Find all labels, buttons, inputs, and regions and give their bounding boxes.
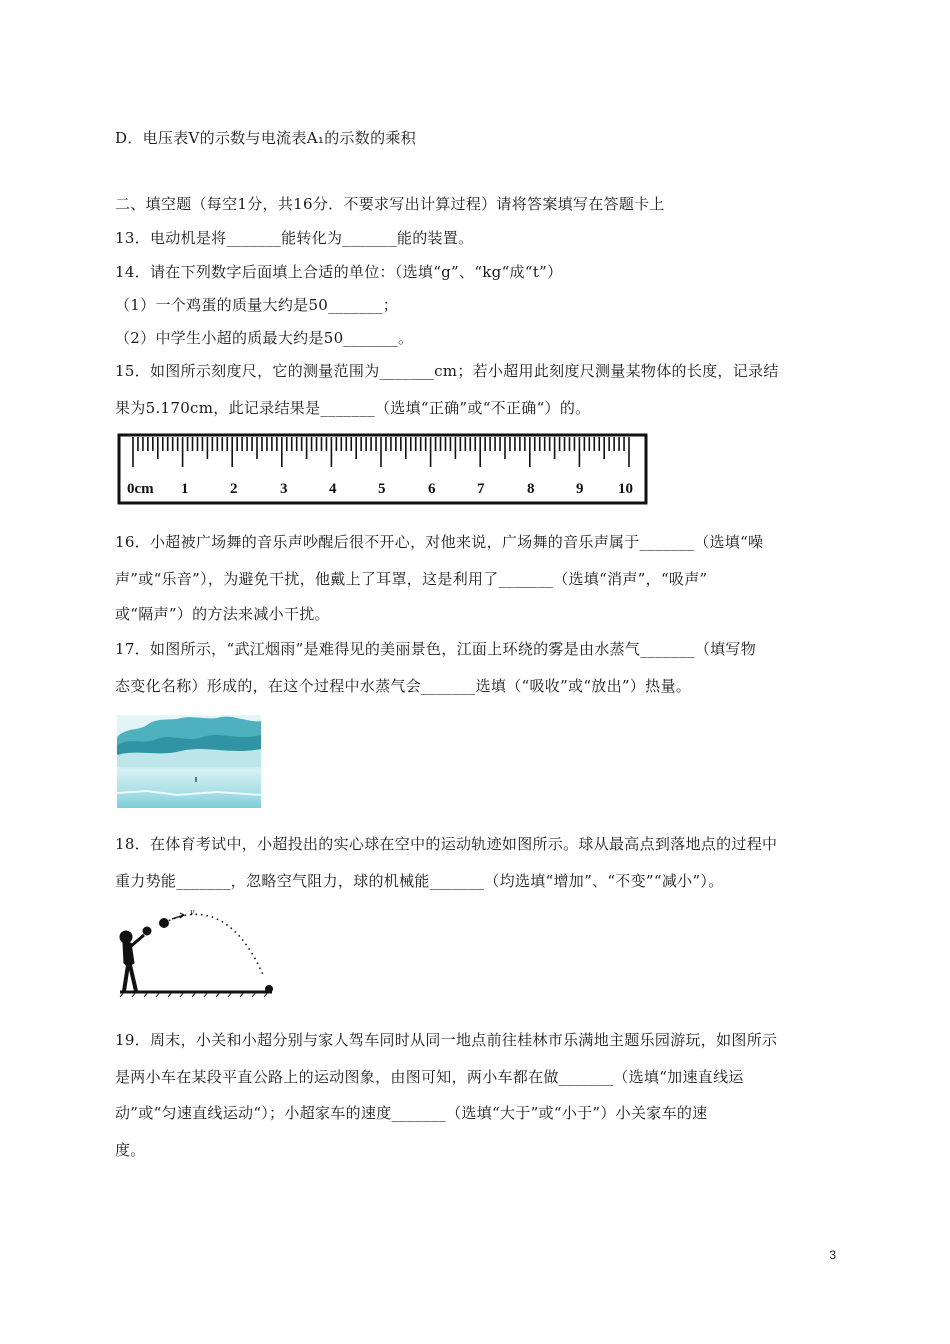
question-19-line-3: 动”或“匀速直线运动“）；小超家车的速度_______（选填“大于”或“小于”）小关家车的速 xyxy=(115,1104,708,1122)
question-15-line-1: 15．如图所示刻度尺，它的测量范围为_______cm；若小超用此刻度尺测量某物体的长度，记录结 xyxy=(115,362,779,380)
question-14: 14．请在下列数字后面填上合适的单位：（选填“g”、“kg“成“t”） xyxy=(115,263,563,281)
ruler-number-9: 9 xyxy=(576,481,584,497)
question-16-line-3: 或“隔声”）的方法来减小干扰。 xyxy=(115,605,330,623)
question-16-line-1: 16．小超被广场舞的音乐声吵醒后很不开心，对他来说，广场舞的音乐声属于_______（选填“噪 xyxy=(115,533,764,551)
question-19-line-2: 是两小车在某段平直公路上的运动图象，由图可知，两小车都在做_______（选填“加速直线运 xyxy=(115,1068,744,1086)
misty-river-photo xyxy=(117,715,261,808)
question-17-line-1: 17．如图所示，“武江烟雨”是难得见的美丽景色，江面上环绕的雾是由水蒸气_______（填写物 xyxy=(115,640,757,658)
ruler-number-2: 2 xyxy=(230,481,238,497)
ruler-unit-label: 0cm xyxy=(127,481,154,497)
question-19-line-4: 度。 xyxy=(115,1141,146,1159)
question-18-line-1: 18．在体育考试中，小超投出的实心球在空中的运动轨迹如图所示。球从最高点到落地点的过程中 xyxy=(115,835,778,853)
question-15-line-2: 果为5.170cm，此记录结果是_______（选填“正确”或“不正确“）的。 xyxy=(115,399,591,417)
question-17-line-2: 态变化名称）形成的，在这个过程中水蒸气会_______选填（“吸收”或“放出”）热量。 xyxy=(115,677,692,695)
ruler-number-4: 4 xyxy=(329,481,337,497)
question-14-part-2: （2）中学生小超的质最大约是50_______。 xyxy=(115,329,414,347)
ruler-number-5: 5 xyxy=(378,481,386,497)
ruler-figure xyxy=(117,433,649,507)
ruler-number-6: 6 xyxy=(428,481,436,497)
question-14-part-1: （1）一个鸡蛋的质量大约是50_______； xyxy=(115,296,399,314)
ruler-number-8: 8 xyxy=(527,481,535,497)
ruler-number-3: 3 xyxy=(280,481,288,497)
ruler-number-10: 10 xyxy=(618,481,633,497)
ruler-number-1: 1 xyxy=(181,481,189,497)
question-13: 13．电动机是将_______能转化为_______能的装置。 xyxy=(115,229,474,247)
ruler-number-7: 7 xyxy=(477,481,485,497)
velocity-label: v xyxy=(190,907,195,918)
question-16-line-2: 声”或“乐音”），为避免干扰，他戴上了耳罩，这是利用了_______（选填“消声”，“吸声” xyxy=(115,570,708,588)
page-number: 3 xyxy=(829,1248,836,1262)
question-19-line-1: 19．周末，小关和小超分别与家人驾车同时从同一地点前往桂林市乐满地主题乐园游玩，如图所示 xyxy=(115,1031,778,1049)
option-d: D．电压表V的示数与电流表A₁的示数的乘积 xyxy=(115,129,417,147)
section-title: 二、填空题（每空1分，共16分．不要求写出计算过程）请将答案填写在答题卡上 xyxy=(115,195,665,213)
shot-put-trajectory-figure xyxy=(114,905,276,998)
question-18-line-2: 重力势能_______，忽略空气阻力，球的机械能_______（均选填“增加”、“不变”“减小”）。 xyxy=(115,872,724,890)
